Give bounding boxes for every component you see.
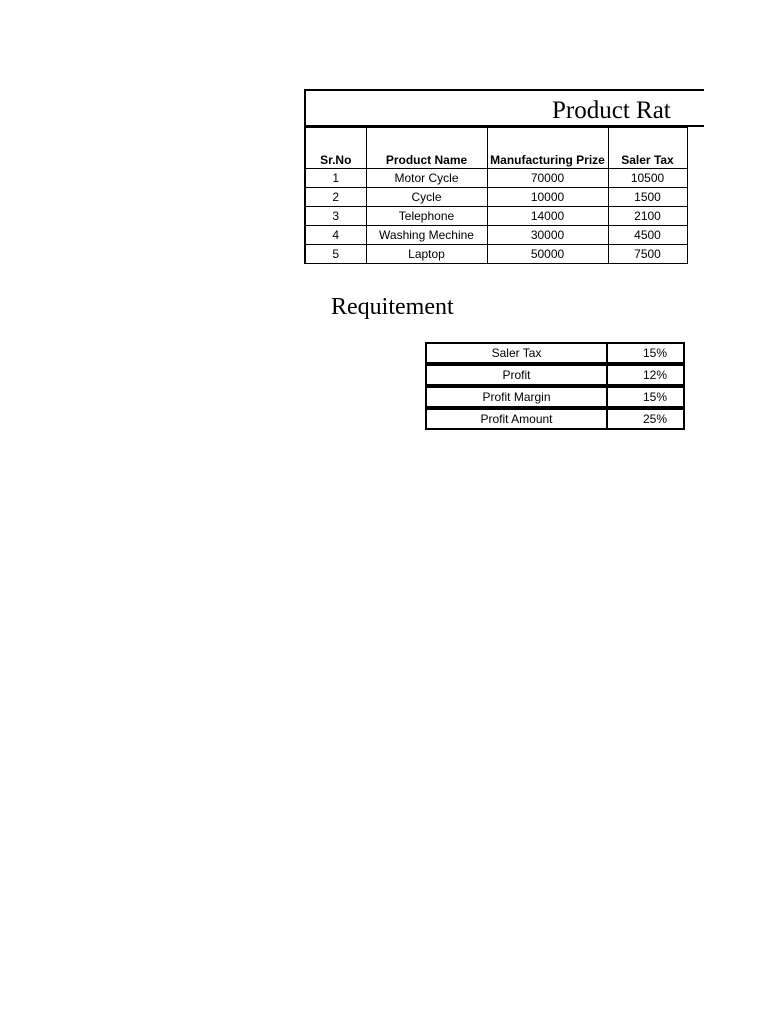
cell-product-name: Laptop	[366, 245, 487, 264]
cell-sr-no: 5	[305, 245, 366, 264]
rate-label: Profit Amount	[425, 408, 608, 430]
sheet-title: Product Rat	[552, 97, 671, 124]
cell-saler-tax: 2100	[608, 207, 687, 226]
rate-label: Profit Margin	[425, 386, 608, 408]
cell-product-name: Washing Mechine	[366, 226, 487, 245]
cell-manufacturing-prize: 10000	[487, 188, 608, 207]
cell-manufacturing-prize: 70000	[487, 169, 608, 188]
rate-row-profit	[425, 364, 685, 386]
rates-table	[425, 342, 669, 430]
cell-manufacturing-prize: 50000	[487, 245, 608, 264]
rate-label: Profit	[425, 364, 608, 386]
cell-product-name: Telephone	[366, 207, 487, 226]
rate-value: 15%	[606, 386, 685, 408]
rate-row-profit-margin	[425, 386, 685, 408]
cell-product-name: Motor Cycle	[366, 169, 487, 188]
rate-value: 12%	[606, 364, 685, 386]
cell-saler-tax: 4500	[608, 226, 687, 245]
requirement-heading: Requitement	[331, 294, 454, 320]
column-header-sr-no: Sr.No	[305, 128, 366, 169]
cell-sr-no: 4	[305, 226, 366, 245]
cell-sr-no: 1	[305, 169, 366, 188]
column-header-manufacturing-prize: Manufacturing Prize	[487, 128, 608, 169]
title-band	[304, 89, 704, 127]
table-row	[305, 188, 687, 207]
cell-sr-no: 3	[305, 207, 366, 226]
cell-sr-no: 2	[305, 188, 366, 207]
cell-saler-tax: 10500	[608, 169, 687, 188]
cell-manufacturing-prize: 30000	[487, 226, 608, 245]
rate-label: Saler Tax	[425, 342, 608, 364]
rate-row-profit-amount	[425, 408, 685, 430]
rate-row-saler-tax	[425, 342, 685, 364]
table-row	[305, 207, 687, 226]
cell-product-name: Cycle	[366, 188, 487, 207]
rate-value: 15%	[606, 342, 685, 364]
table-row	[305, 245, 687, 264]
table-row	[305, 169, 687, 188]
column-header-saler-tax: Saler Tax	[608, 128, 687, 169]
rate-value: 25%	[606, 408, 685, 430]
cell-saler-tax: 1500	[608, 188, 687, 207]
column-header-product-name: Product Name	[366, 128, 487, 169]
product-table	[304, 127, 688, 264]
table-row	[305, 226, 687, 245]
cell-manufacturing-prize: 14000	[487, 207, 608, 226]
cell-saler-tax: 7500	[608, 245, 687, 264]
header-row	[305, 128, 687, 169]
product-rate-sheet	[304, 89, 674, 265]
